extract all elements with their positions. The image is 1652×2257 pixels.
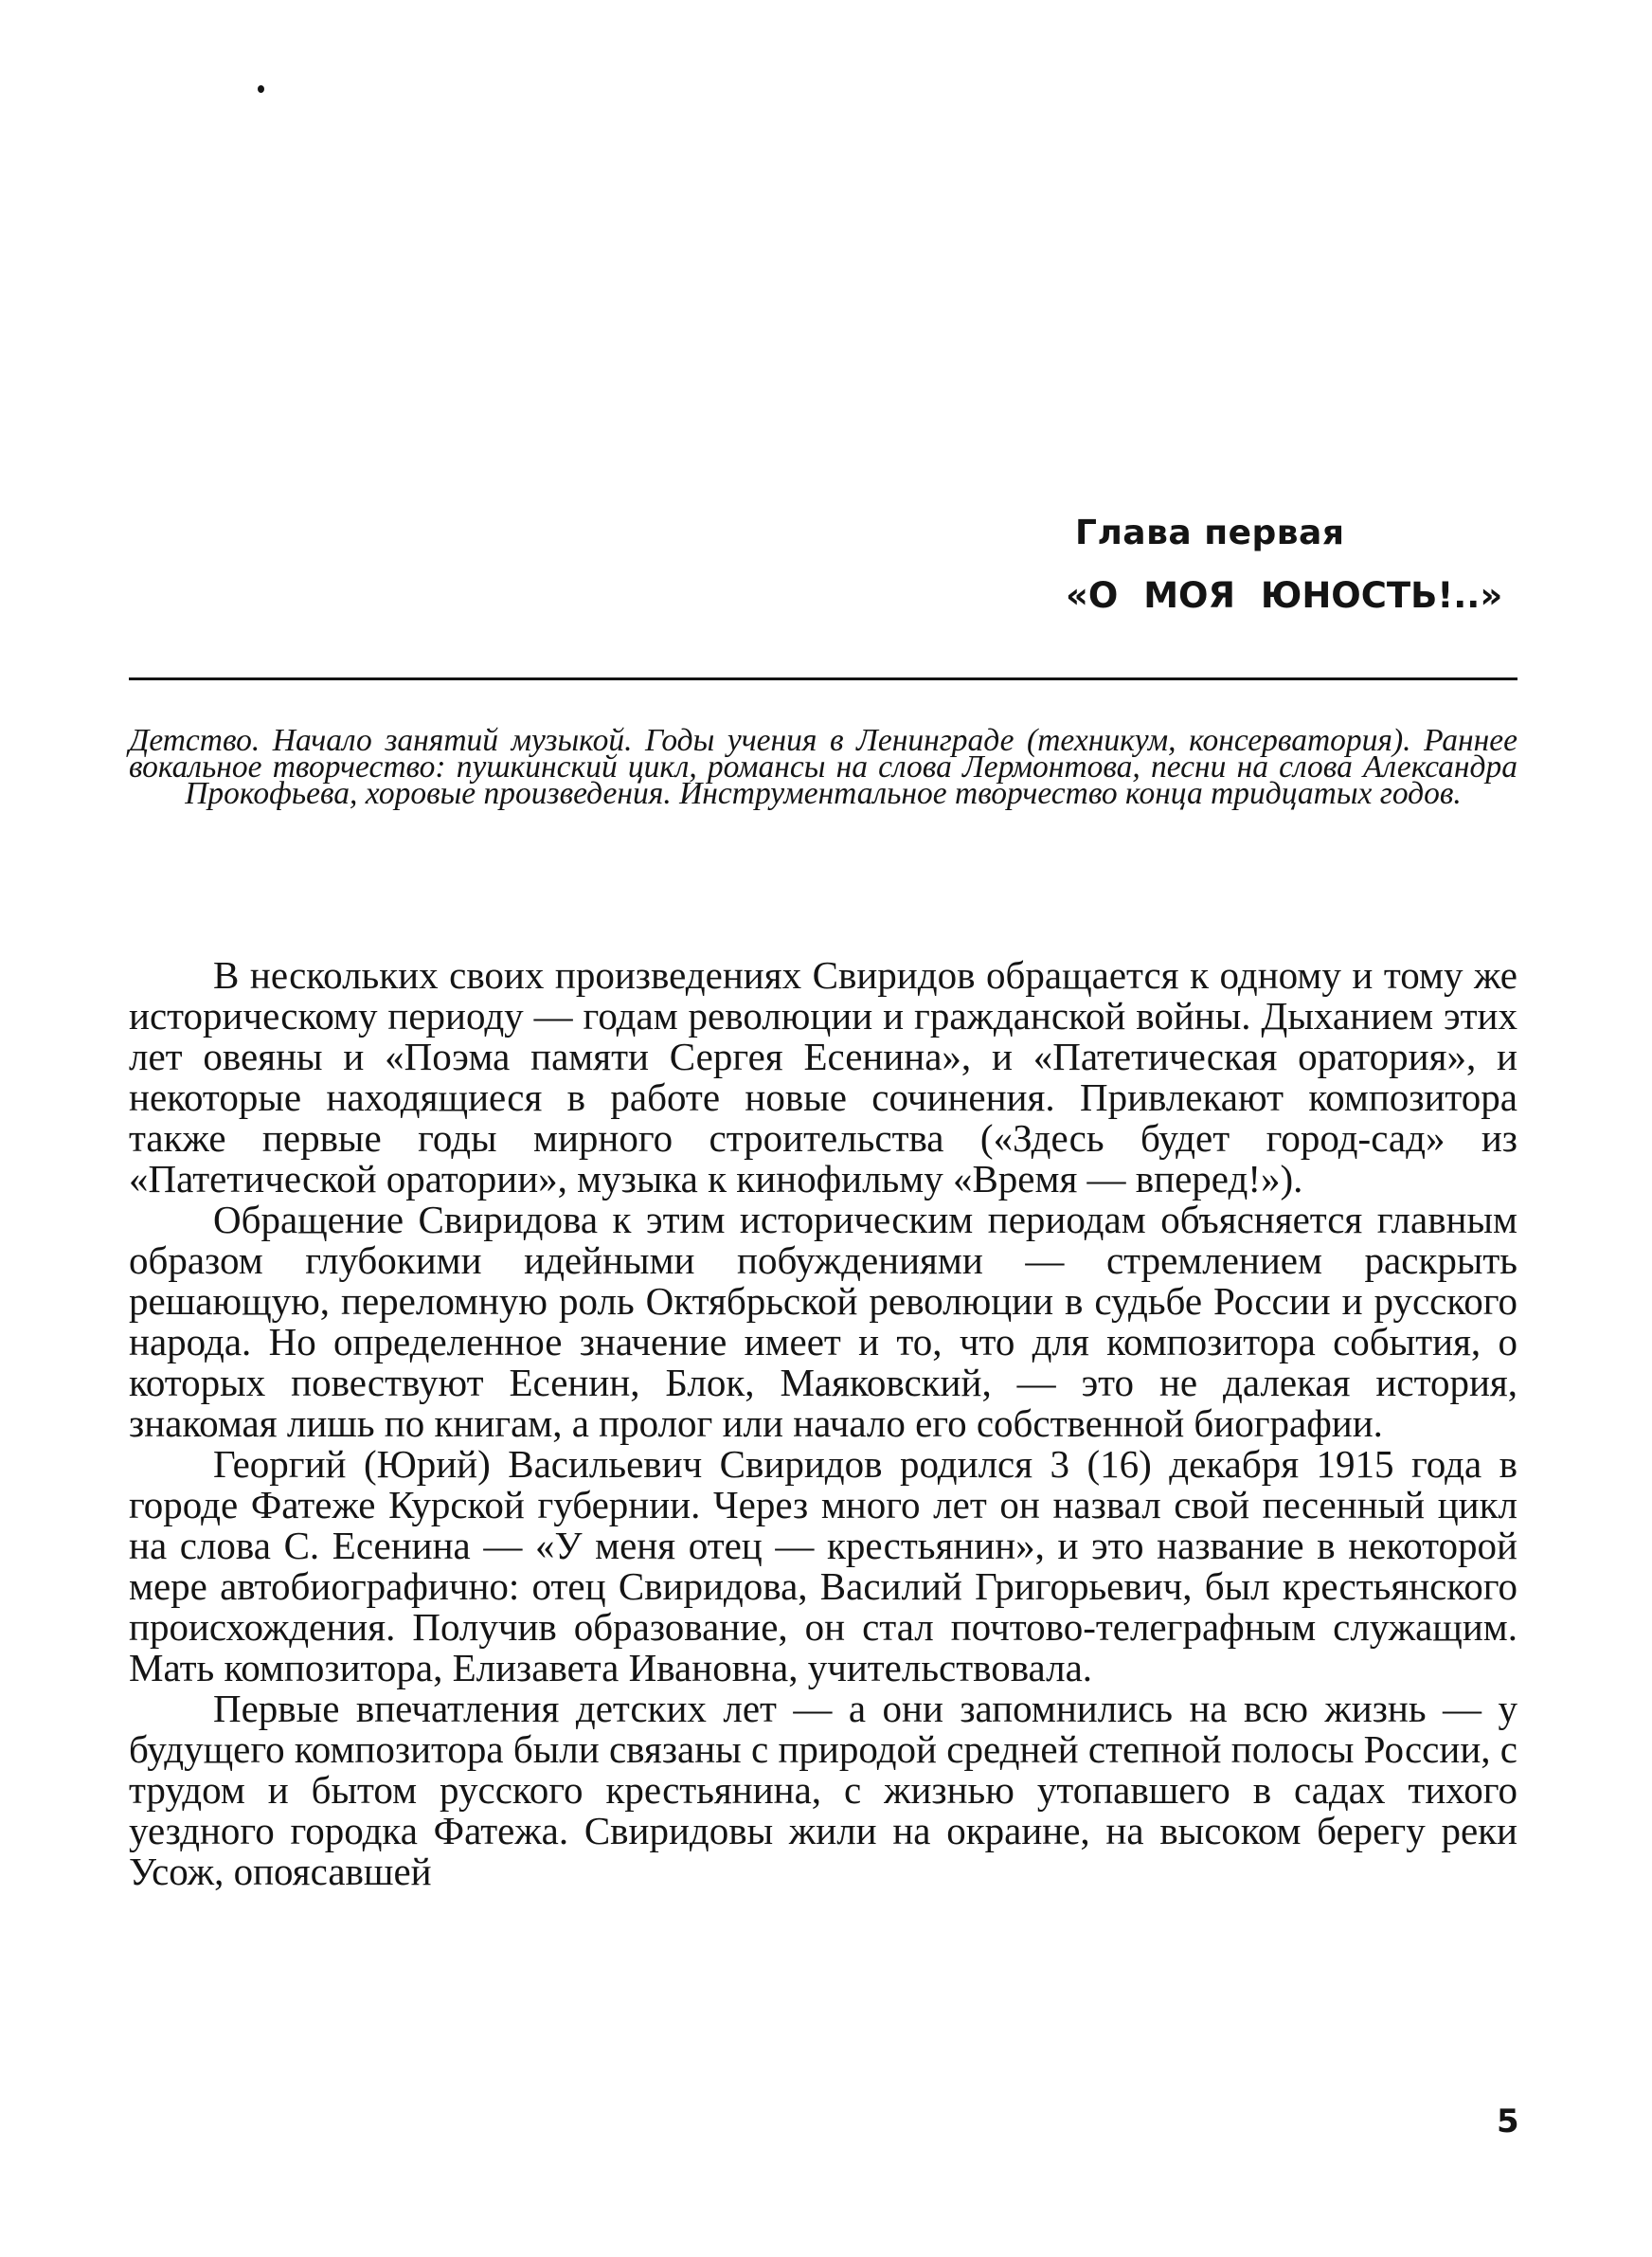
- divider-rule: [129, 677, 1517, 680]
- chapter-synopsis: Детство. Начало занятий музыкой. Годы учения в Ленинграде (техникум, консерватория). Раннее вокальное творчество: пушкинский цикл, романсы на слова Лермонтова, песни на слова Александра Прокофьева, хоровые произведения. Инструментальное творчество конца тридцатых годов.: [129, 723, 1517, 811]
- page-number: 5: [1497, 2103, 1519, 2140]
- print-speck: [258, 85, 264, 93]
- body-text: [129, 955, 1517, 1892]
- paragraph: В нескольких своих произведениях Свиридов обращается к одному и тому же историческому периоду — годам революции и гражданской войны. Дыханием этих лет овеяны и «Поэма памяти Сергея Есенина», и «Патетическая оратория», и некоторые находящиеся в работе новые сочинения. Привлекают композитора также первые годы мирного строительства («Здесь будет город-сад» из «Патетической оратории», музыка к кинофильму «Время — вперед!»).: [129, 953, 1517, 1201]
- paragraph: Георгий (Юрий) Васильевич Свиридов родился 3 (16) декабря 1915 года в городе Фатеже Курской губернии. Через много лет он назвал свой песенный цикл на слова С. Есенина — «У меня отец — крестьянин», и это название в некоторой мере автобиографично: отец Свиридова, Василий Григорьевич, был крестьянского происхождения. Получив образование, он стал почтово-телеграфным служащим. Мать композитора, Елизавета Ивановна, учительствовала.: [129, 1442, 1517, 1689]
- chapter-label: Глава первая: [1075, 514, 1345, 552]
- chapter-title: «О МОЯ ЮНОСТЬ!..»: [1066, 575, 1503, 616]
- paragraph: Первые впечатления детских лет — а они запомнились на всю жизнь — у будущего композитора были связаны с природой средней степной полосы России, с трудом и бытом русского крестьянина, с жизнью утопавшего в садах тихого уездного городка Фатежа. Свиридовы жили на окраине, на высоком берегу реки Усож, опоясавшей: [129, 1687, 1517, 1893]
- paragraph: Обращение Свиридова к этим историческим периодам объясняется главным образом глубокими идейными побуждениями — стремлением раскрыть решающую, переломную роль Октябрьской революции в судьбе России и русского народа. Но определенное значение имеет и то, что для композитора события, о которых повествуют Есенин, Блок, Маяковский, — это не далекая история, знакомая лишь по книгам, а пролог или начало его собственной биографии.: [129, 1198, 1517, 1445]
